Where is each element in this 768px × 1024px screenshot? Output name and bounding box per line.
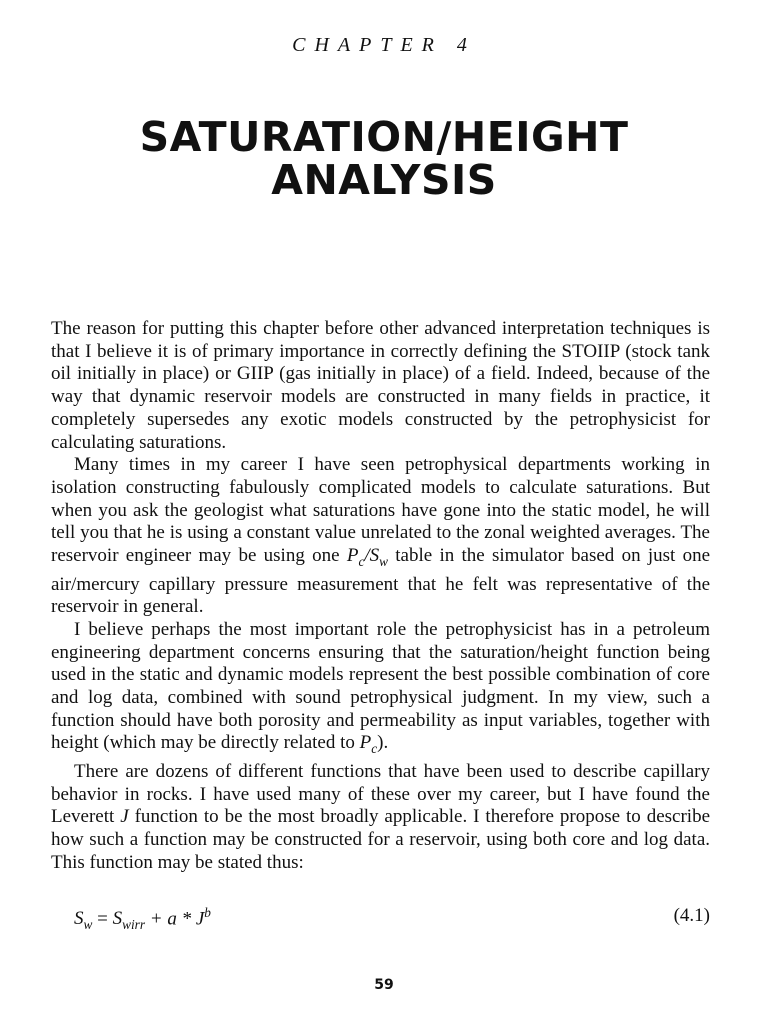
- chapter-title-line-1: SATURATION/HEIGHT: [139, 113, 629, 161]
- paragraph-text: Many times in my career I have seen petrophysical departments working in isolation constructing fabulously complicated models to calculate saturations. But when you ask the geologist what saturations have gone into the static model, he will tell you that he is using a constant value unrelated to the zonal weighted averages. The reservoir engineer may be using one: [51, 454, 710, 567]
- pc-symbol: $P_c$: [359, 732, 378, 757]
- pc-sw-symbol: $P_c/S_w$: [346, 545, 388, 569]
- paragraph-text: I believe perhaps the most important role the petrophysicist has in a petroleum engineering department concerns ensuring that the saturation/height function being used in the static and dynamic models represent the best possible combination of core and log data, combined with sound petrophysical judgment. In my view, such a function should have both porosity and permeability as input variables, together with height (which may be directly related to: [51, 618, 710, 754]
- paragraph: [51, 619, 710, 761]
- paragraph: [51, 454, 710, 619]
- paragraph: [51, 318, 710, 454]
- leverett-j-symbol: J: [120, 806, 129, 828]
- paragraph: [51, 761, 710, 875]
- equation-equals: =: [92, 908, 113, 930]
- equation-lhs: $S_w$: [74, 908, 93, 933]
- equation-term: + a * J: [145, 908, 205, 930]
- equation-exponent: b: [204, 905, 211, 920]
- paragraph-text: ).: [377, 732, 389, 754]
- equation-swirr: $S_{wirr}$: [112, 908, 146, 933]
- page-number: 59: [374, 977, 394, 993]
- body-text: [51, 318, 710, 874]
- chapter-title: [0, 113, 768, 204]
- equation-4-1: [74, 905, 710, 933]
- paragraph-text: table in the simulator based on just one air/mercury capillary pressure measurement that he felt was representative of the reservoir in general.: [51, 545, 711, 618]
- chapter-label: CHAPTER 4: [292, 34, 476, 56]
- paragraph-text: function to be the most broadly applicable. I therefore propose to describe how such a function may be constructed for a reservoir, using both core and log data. This function may be stated thus:: [51, 806, 711, 873]
- chapter-title-line-2: ANALYSIS: [271, 156, 497, 204]
- paragraph-text: The reason for putting this chapter before other advanced interpretation techniques is that I believe it is of primary importance in correctly defining the STOIIP (stock tank oil initially in place) or GIIP (gas initially in place) of a field. Indeed, because of the way that dynamic reservoir models are constructed in many fields in practice, it completely supersedes any exotic models constructed by the petrophysicist for calculating saturations.: [51, 318, 710, 453]
- paragraph-text: There are dozens of different functions that have been used to describe capillary behavior in rocks. I have used many of these over my career, but I have found the Leverett: [51, 760, 710, 828]
- equation-number: (4.1): [673, 905, 710, 926]
